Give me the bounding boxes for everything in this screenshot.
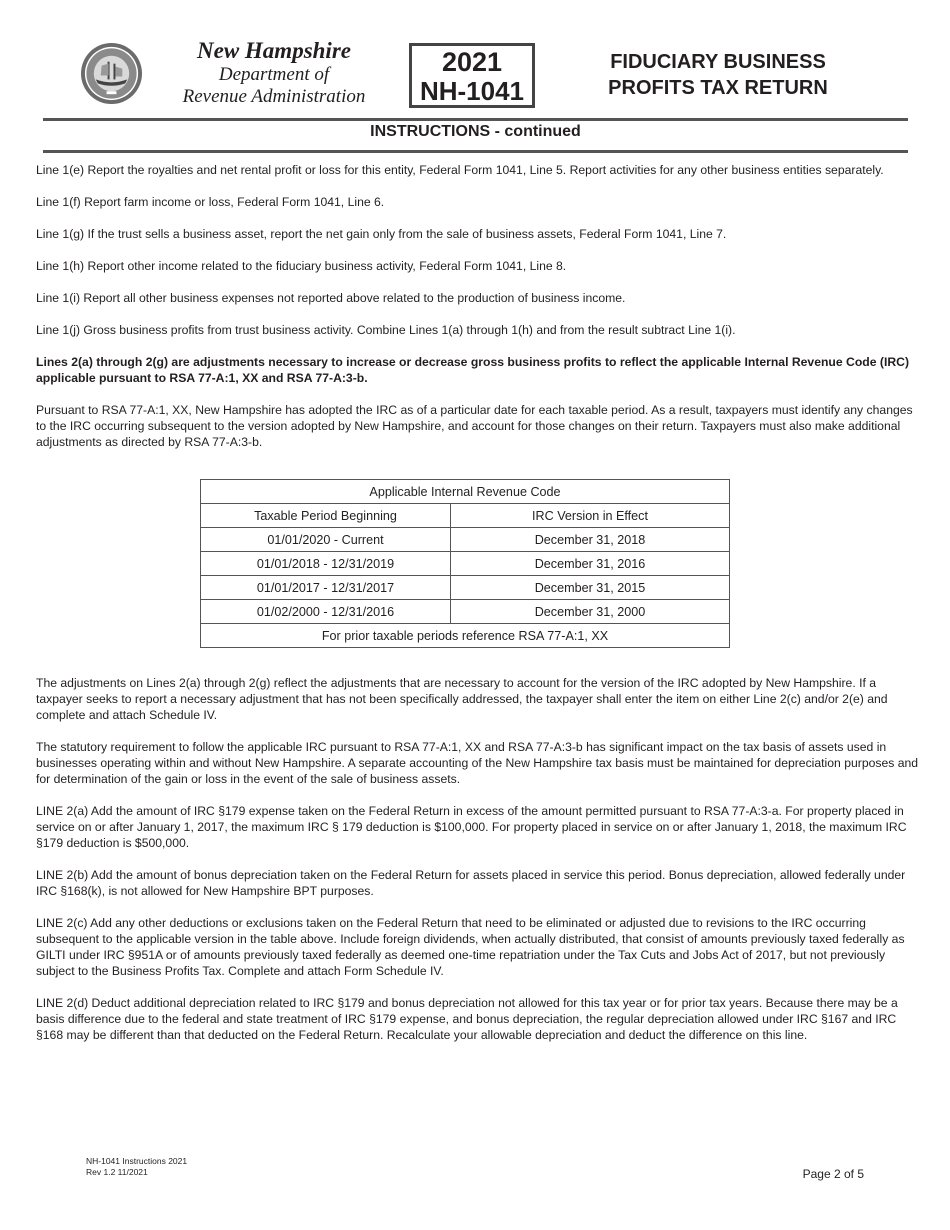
version-cell: December 31, 2016 [451, 552, 730, 576]
irc-version-table [200, 479, 730, 648]
column-header-version: IRC Version in Effect [451, 504, 730, 528]
footer-doc-name: NH-1041 Instructions 2021 [86, 1156, 188, 1166]
table-row [201, 552, 730, 576]
form-title-line-2: PROFITS TAX RETURN [608, 77, 828, 99]
department-line-1: Department of [218, 64, 330, 85]
form-title-line-1: FIDUCIARY BUSINESS [610, 51, 826, 73]
instruction-line-2a: LINE 2(a) Add the amount of IRC §179 expense taken on the Federal Return in excess of the amount permitted pursuant to RSA 77-A:3-a. For property placed in service on or after January 1, 2017, the maximum IRC § 179 deduction is $100,000. For property placed in service on or after January 1, 2018, the maximum IRC §179 deduction is $500,000. [36, 804, 907, 850]
irc-adoption-paragraph: Pursuant to RSA 77-A:1, XX, New Hampshire has adopted the IRC as of a particular date for each taxable period. As a result, taxpayers must identify any changes to the IRC occurring subsequent to the version adopted by New Hampshire, and account for those changes on their return. Taxpayers must also make additional adjustments as directed by RSA 77-A:3-b. [36, 403, 913, 449]
table-row [201, 576, 730, 600]
period-cell: 01/01/2017 - 12/31/2017 [201, 576, 451, 600]
page-number: Page 2 of 5 [802, 1167, 864, 1181]
period-cell: 01/01/2020 - Current [201, 528, 451, 552]
header-rule-bottom [43, 150, 908, 153]
instruction-line-1j: Line 1(j) Gross business profits from trust business activity. Combine Lines 1(a) through 1(h) and from the result subtract Line 1(i). [36, 323, 736, 337]
adjustments-heading: Lines 2(a) through 2(g) are adjustments necessary to increase or decrease gross business profits to reflect the applicable Internal Revenue Code (IRC) applicable pursuant to RSA 77-A:1, XX and RSA 77-A:3-b. [36, 355, 910, 385]
footer-revision: Rev 1.2 11/2021 [86, 1167, 148, 1177]
table-title: Applicable Internal Revenue Code [201, 480, 730, 504]
version-cell: December 31, 2018 [451, 528, 730, 552]
adjustments-paragraph: The adjustments on Lines 2(a) through 2(g) reflect the adjustments that are necessary to account for the version of the IRC adopted by New Hampshire. If a taxpayer seeks to report a necessary adjustment that has not been specifically addressed, the taxpayer shall enter the item on either Line 2(c) and/or 2(e) and complete and attach Schedule IV. [36, 676, 888, 722]
instruction-line-2b: LINE 2(b) Add the amount of bonus depreciation taken on the Federal Return for assets placed in service this period. Bonus depreciation, allowed federally under IRC §168(k), is not allowed for New Hampshire BPT purposes. [36, 868, 906, 898]
instruction-line-1f: Line 1(f) Report farm income or loss, Federal Form 1041, Line 6. [36, 195, 385, 209]
period-cell: 01/02/2000 - 12/31/2016 [201, 600, 451, 624]
instruction-line-1i: Line 1(i) Report all other business expenses not reported above related to the production of business income. [36, 291, 626, 305]
agency-name [168, 38, 380, 108]
state-name: New Hampshire [197, 38, 351, 63]
section-subtitle: INSTRUCTIONS - continued [370, 123, 581, 140]
instruction-line-2d: LINE 2(d) Deduct additional depreciation related to IRC §179 and bonus depreciation not allowed for this tax year or for prior tax years. Because there may be a basis difference due to the federal and state treatment of IRC §179 expense, and bonus depreciation, the regular depreciation allowed under IRC §167 and IRC §168 may be different than that deducted on the Federal Return. Recalculate your allowable depreciation and deduct the difference on this line. [36, 996, 898, 1042]
instructions-body [36, 162, 920, 1043]
version-cell: December 31, 2015 [451, 576, 730, 600]
statutory-paragraph: The statutory requirement to follow the applicable IRC pursuant to RSA 77-A:1, XX and RSA 77-A:3-b has significant impact on the tax basis of assets used in businesses operating within and without New Hampshire. A separate accounting of the New Hampshire tax basis must be maintained for depreciation purposes and for determination of the gain or loss in the event of the sale of business assets. [36, 740, 919, 786]
footer-doc-info [86, 1156, 187, 1178]
department-line-2: Revenue Administration [182, 86, 366, 107]
column-header-period: Taxable Period Beginning [201, 504, 451, 528]
state-seal-logo [80, 42, 143, 105]
period-cell: 01/01/2018 - 12/31/2019 [201, 552, 451, 576]
form-id-box [409, 43, 535, 108]
form-title [588, 49, 848, 101]
instruction-line-1e: Line 1(e) Report the royalties and net rental profit or loss for this entity, Federal Form 1041, Line 5. Report activities for any other business entities separately. [36, 163, 884, 177]
instruction-line-2c: LINE 2(c) Add any other deductions or exclusions taken on the Federal Return that need to be eliminated or adjusted due to revisions to the IRC occurring subsequent to the applicable version in the table above. Include foreign dividends, when actually distributed, that consist of amounts previously taxed federally as GILTI under IRC §951A or of amounts previously taxed federally as deemed one-time repatriation under the Tax Cuts and Jobs Act of 2017, but not previously subject to the Business Profits Tax. Complete and attach Form Schedule IV. [36, 916, 905, 978]
table-row [201, 600, 730, 624]
version-cell: December 31, 2000 [451, 600, 730, 624]
instruction-line-1h: Line 1(h) Report other income related to the fiduciary business activity, Federal Form 1041, Line 8. [36, 259, 567, 273]
table-footnote: For prior taxable periods reference RSA 77-A:1, XX [201, 624, 730, 648]
instruction-line-1g: Line 1(g) If the trust sells a business asset, report the net gain only from the sale of business assets, Federal Form 1041, Line 7. [36, 227, 727, 241]
form-number: NH-1041 [419, 76, 525, 106]
tax-year: 2021 [441, 47, 503, 77]
table-row [201, 528, 730, 552]
